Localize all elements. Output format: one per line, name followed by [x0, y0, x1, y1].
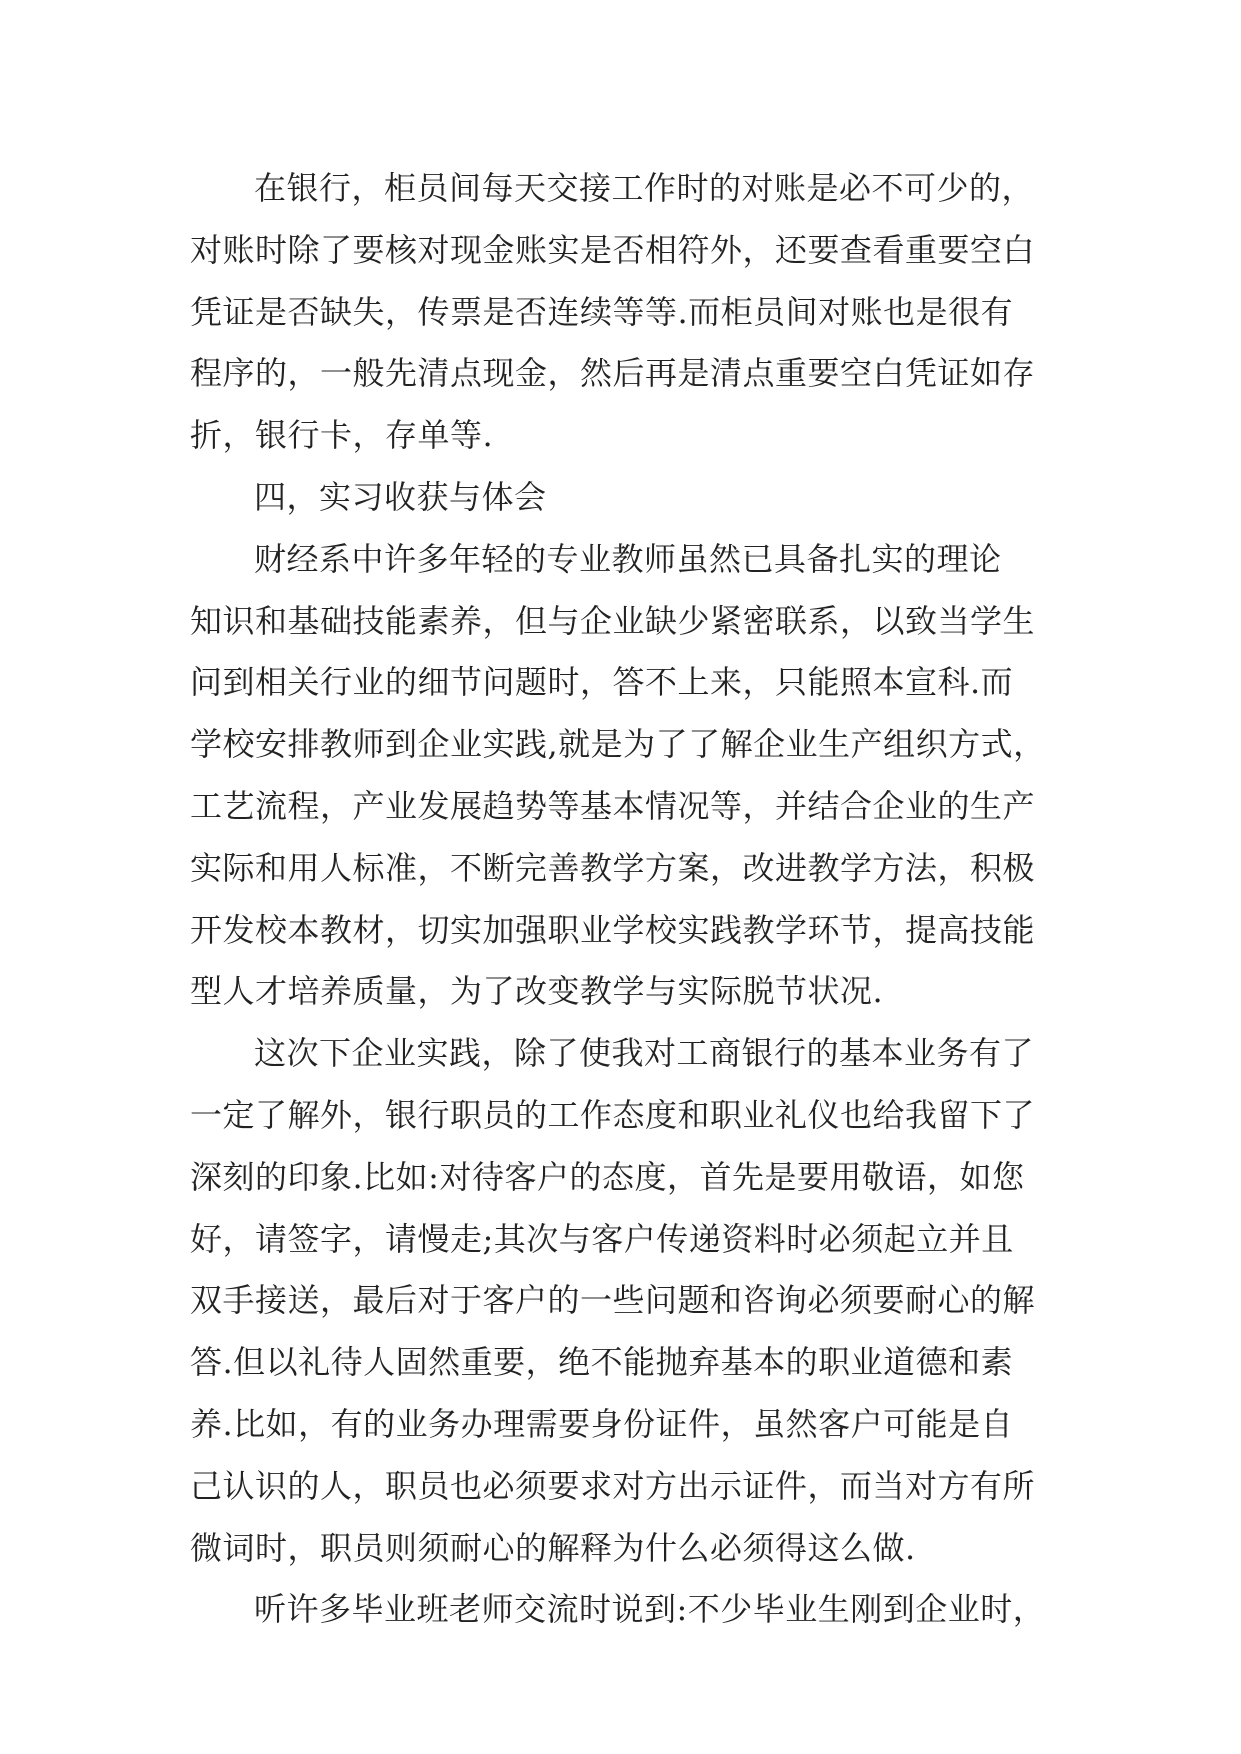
text-line: 听许多毕业班老师交流时说到:不少毕业生刚到企业时， — [254, 1590, 1046, 1629]
text-line: 对账时除了要核对现金账实是否相符外，还要查看重要空白 — [190, 230, 1036, 269]
text-line: 在银行，柜员间每天交接工作时的对账是必不可少的， — [254, 169, 1035, 207]
text-line: 答.但以礼待人固然重要，绝不能抛弃基本的职业道德和素 — [190, 1343, 1014, 1382]
text-line: 好，请签字，请慢走;其次与客户传递资料时必须起立并且 — [190, 1219, 1014, 1258]
text-line: 养.比如，有的业务办理需要身份证件，虽然客户可能是自 — [190, 1404, 1014, 1443]
text-line: 凭证是否缺失，传票是否连续等等.而柜员间对账也是很有 — [190, 292, 1014, 331]
text-line: 己认识的人，职员也必须要求对方出示证件，而当对方有所 — [190, 1466, 1036, 1505]
text-line: 学校安排教师到企业实践,就是为了了解企业生产组织方式， — [190, 725, 1046, 764]
text-line: 工艺流程，产业发展趋势等基本情况等，并结合企业的生产 — [190, 786, 1036, 825]
text-line: 问到相关行业的细节问题时，答不上来，只能照本宣科.而 — [190, 663, 1014, 702]
text-line: 双手接送，最后对于客户的一些问题和咨询必须要耐心的解 — [190, 1281, 1036, 1320]
text-line: 一定了解外，银行职员的工作态度和职业礼仪也给我留下了 — [190, 1095, 1036, 1134]
text-line: 程序的，一般先清点现金，然后再是清点重要空白凭证如存 — [190, 354, 1036, 393]
text-line: 这次下企业实践，除了使我对工商银行的基本业务有了 — [254, 1034, 1035, 1073]
text-line: 知识和基础技能素养，但与企业缺少紧密联系，以致当学生 — [190, 601, 1036, 640]
text-line: 微词时，职员则须耐心的解释为什么必须得这么做. — [190, 1528, 916, 1567]
text-line: 实际和用人标准，不断完善教学方案，改进教学方法，积极 — [190, 848, 1036, 887]
section-heading: 四，实习收获与体会 — [254, 477, 547, 516]
text-line: 折，银行卡，存单等. — [190, 416, 494, 455]
text-line: 开发校本教材，切实加强职业学校实践教学环节，提高技能 — [190, 910, 1036, 949]
body-text — [190, 158, 1050, 1641]
text-line: 型人才培养质量，为了改变教学与实际脱节状况. — [190, 972, 884, 1011]
text-line: 深刻的印象.比如:对待客户的态度，首先是要用敬语，如您 — [190, 1157, 1025, 1196]
text-line: 财经系中许多年轻的专业教师虽然已具备扎实的理论 — [254, 539, 1002, 578]
